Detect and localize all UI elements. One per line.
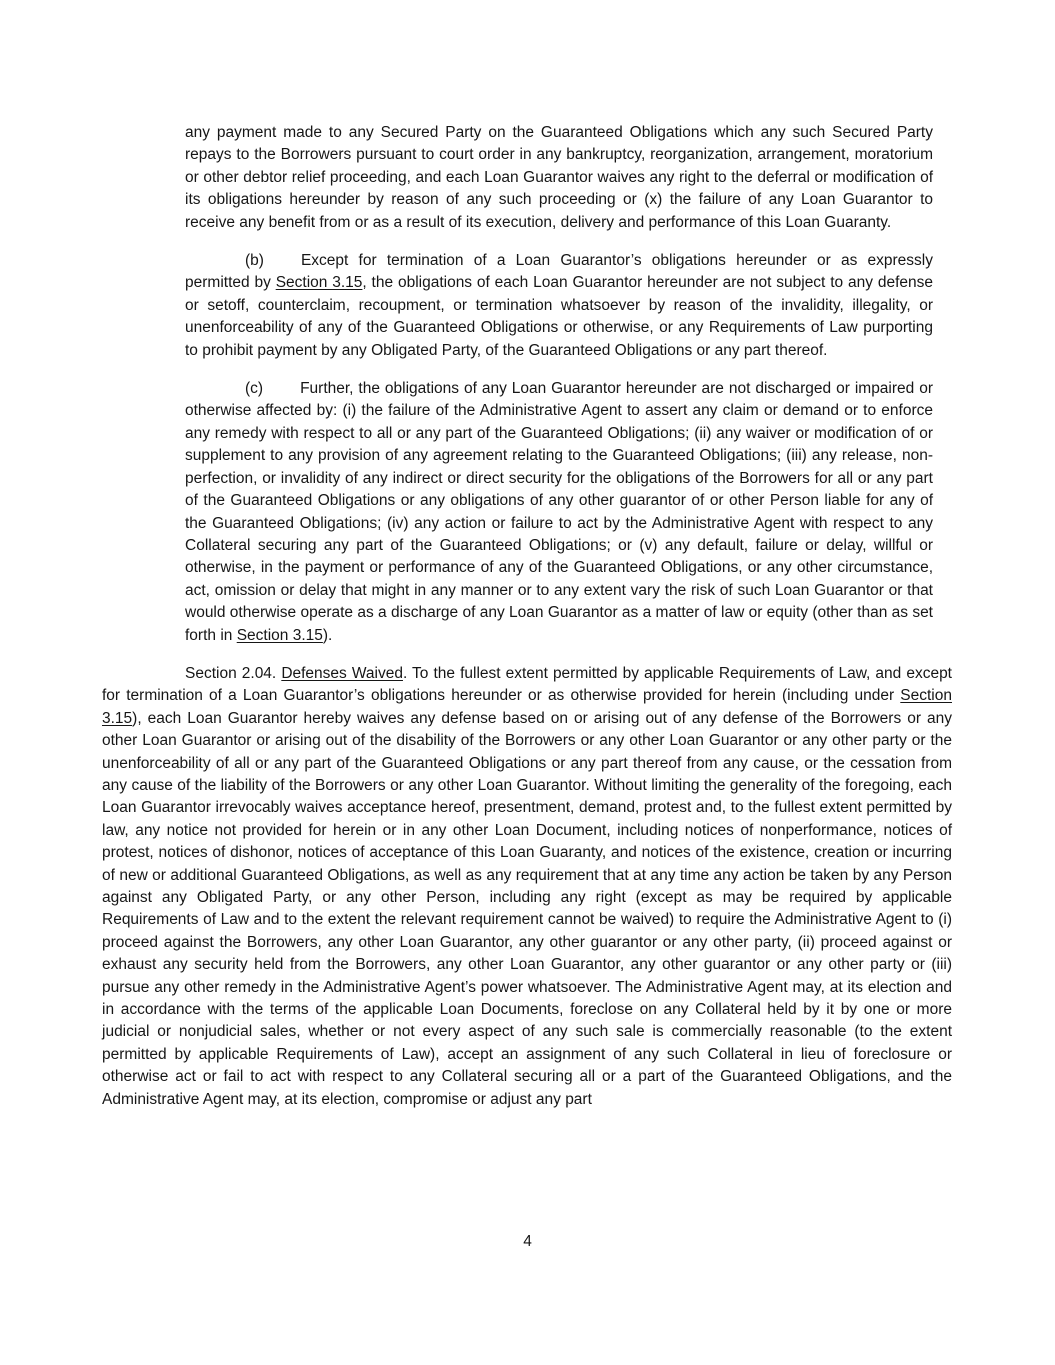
text-segment: , the obligations of each Loan Guarantor hereunder are not subject to any defense or setoff, counterclaim, recoupment, or termination whatsoever by reason of the invalidity, illegality, or unenforceability of any of the Guaranteed Obligations or otherwise, or any Requirements of Law purporting to prohibit payment by any Obligated Party, of the Guaranteed Obligations or any part thereof. <box>185 274 933 359</box>
section-reference: Defenses Waived <box>281 664 403 682</box>
text-segment: ). <box>322 626 333 644</box>
section-reference: Section 3.15 <box>236 626 323 644</box>
text-segment: Except for termination of a Loan Guarantor’s obligations hereunder or as expressly permitted by <box>185 252 933 292</box>
subsection-label: (b) <box>245 252 264 270</box>
document-body <box>102 122 952 1111</box>
section-reference: Section 3.15 <box>275 274 363 292</box>
text-segment: Further, the obligations of any Loan Guarantor hereunder are not discharged or impaired or otherwise affected by: (i) the failure of the Administrative Agent to assert any claim or demand or to enforce any remedy with respect to all or any part of the Guaranteed Obligations; (ii) any waiver or modification of or supplement to any provision of any agreement relating to the Guaranteed Obligations; (iii) any release, non-perfection, or invalidity of any indirect or direct security for the obligations of the Borrowers for all or any part of the Guaranteed Obligations or any obligations of any other guarantor of or other Person liable for any of the Guaranteed Obligations; (iv) any action or failure to act by the Administrative Agent with respect to any Collateral securing any part of the Guaranteed Obligations; or (v) any default, failure or delay, willful or otherwise, in the payment or performance of any of the Guaranteed Obligations, or any other circumstance, act, omission or delay that might in any manner or to any extent vary the risk of such Loan Guarantor or that would otherwise operate as a discharge of any Loan Guarantor as a matter of law or equity (other than as set forth in <box>185 380 933 644</box>
subsection-a-continuation <box>185 122 933 234</box>
section-reference: Section 3.15 <box>102 687 952 727</box>
text-segment: . To the fullest extent permitted by applicable Requirements of Law, and except for termination of a Loan Guarantor’s obligations hereunder or as otherwise provided for herein (including under <box>102 664 952 705</box>
section-2-04-defenses-waived <box>102 663 952 1111</box>
text-segment: ), each Loan Guarantor hereby waives any defense based on or arising out of any defense of the Borrowers or any other Loan Guarantor or arising out of the disability of the Borrowers or any other Loan Guarantor or any other party or the unenforceability of all or any part of the Guaranteed Obligations or any part thereof from any cause, or the cessation from any cause of the liability of the Borrowers or any other Loan Guarantor. Without limiting the generality of the foregoing, each Loan Guarantor irrevocably waives acceptance hereof, presentment, demand, protest and, to the fullest extent permitted by law, any notice not provided for herein or in any other Loan Document, including notices of nonperformance, notices of protest, notices of dishonor, notices of acceptance of this Loan Guaranty, and notices of the existence, creation or incurring of new or additional Guaranteed Obligations, as well as any requirement that at any time any action be taken by any Person against any Obligated Party, or any other Person, including any right (except as may be required by applicable Requirements of Law and to the extent the relevant requirement cannot be waived) to require the Administrative Agent to (i) proceed against the Borrowers, any other Loan Guarantor, any other guarantor or any other party, (ii) proceed against or exhaust any security held from the Borrowers, any other Loan Guarantor, any other guarantor or any other party or (iii) pursue any other remedy in the Administrative Agent’s power whatsoever. The Administrative Agent may, at its election and in accordance with the terms of the applicable Loan Documents, foreclose on any Collateral held by it by one or more judicial or nonjudicial sales, whether or not every aspect of any such sale is commercially reasonable (to the extent permitted by applicable Requirements of Law), accept an assignment of any such Collateral in lieu of foreclosure or otherwise act or fail to act with respect to any Collateral securing all or a part of the Guaranteed Obligations, and the Administrative Agent may, at its election, compromise or adjust any part <box>102 709 952 1108</box>
subsection-c <box>185 378 933 647</box>
page-number: 4 <box>523 1233 532 1250</box>
subsection-b <box>185 250 933 362</box>
subsection-label: (c) <box>245 380 264 398</box>
text-segment: any payment made to any Secured Party on the Guaranteed Obligations which any such Secured Party repays to the Borrowers pursuant to court order in any bankruptcy, reorganization, arrangement, moratorium or other debtor relief proceeding, and each Loan Guarantor waives any right to the deferral or modification of its obligations hereunder by reason of any such proceeding or (x) the failure of any Loan Guarantor to receive any benefit from or as a result of its execution, delivery and performance of this Loan Guaranty. <box>185 124 933 231</box>
text-segment: Section 2.04. <box>185 664 282 682</box>
